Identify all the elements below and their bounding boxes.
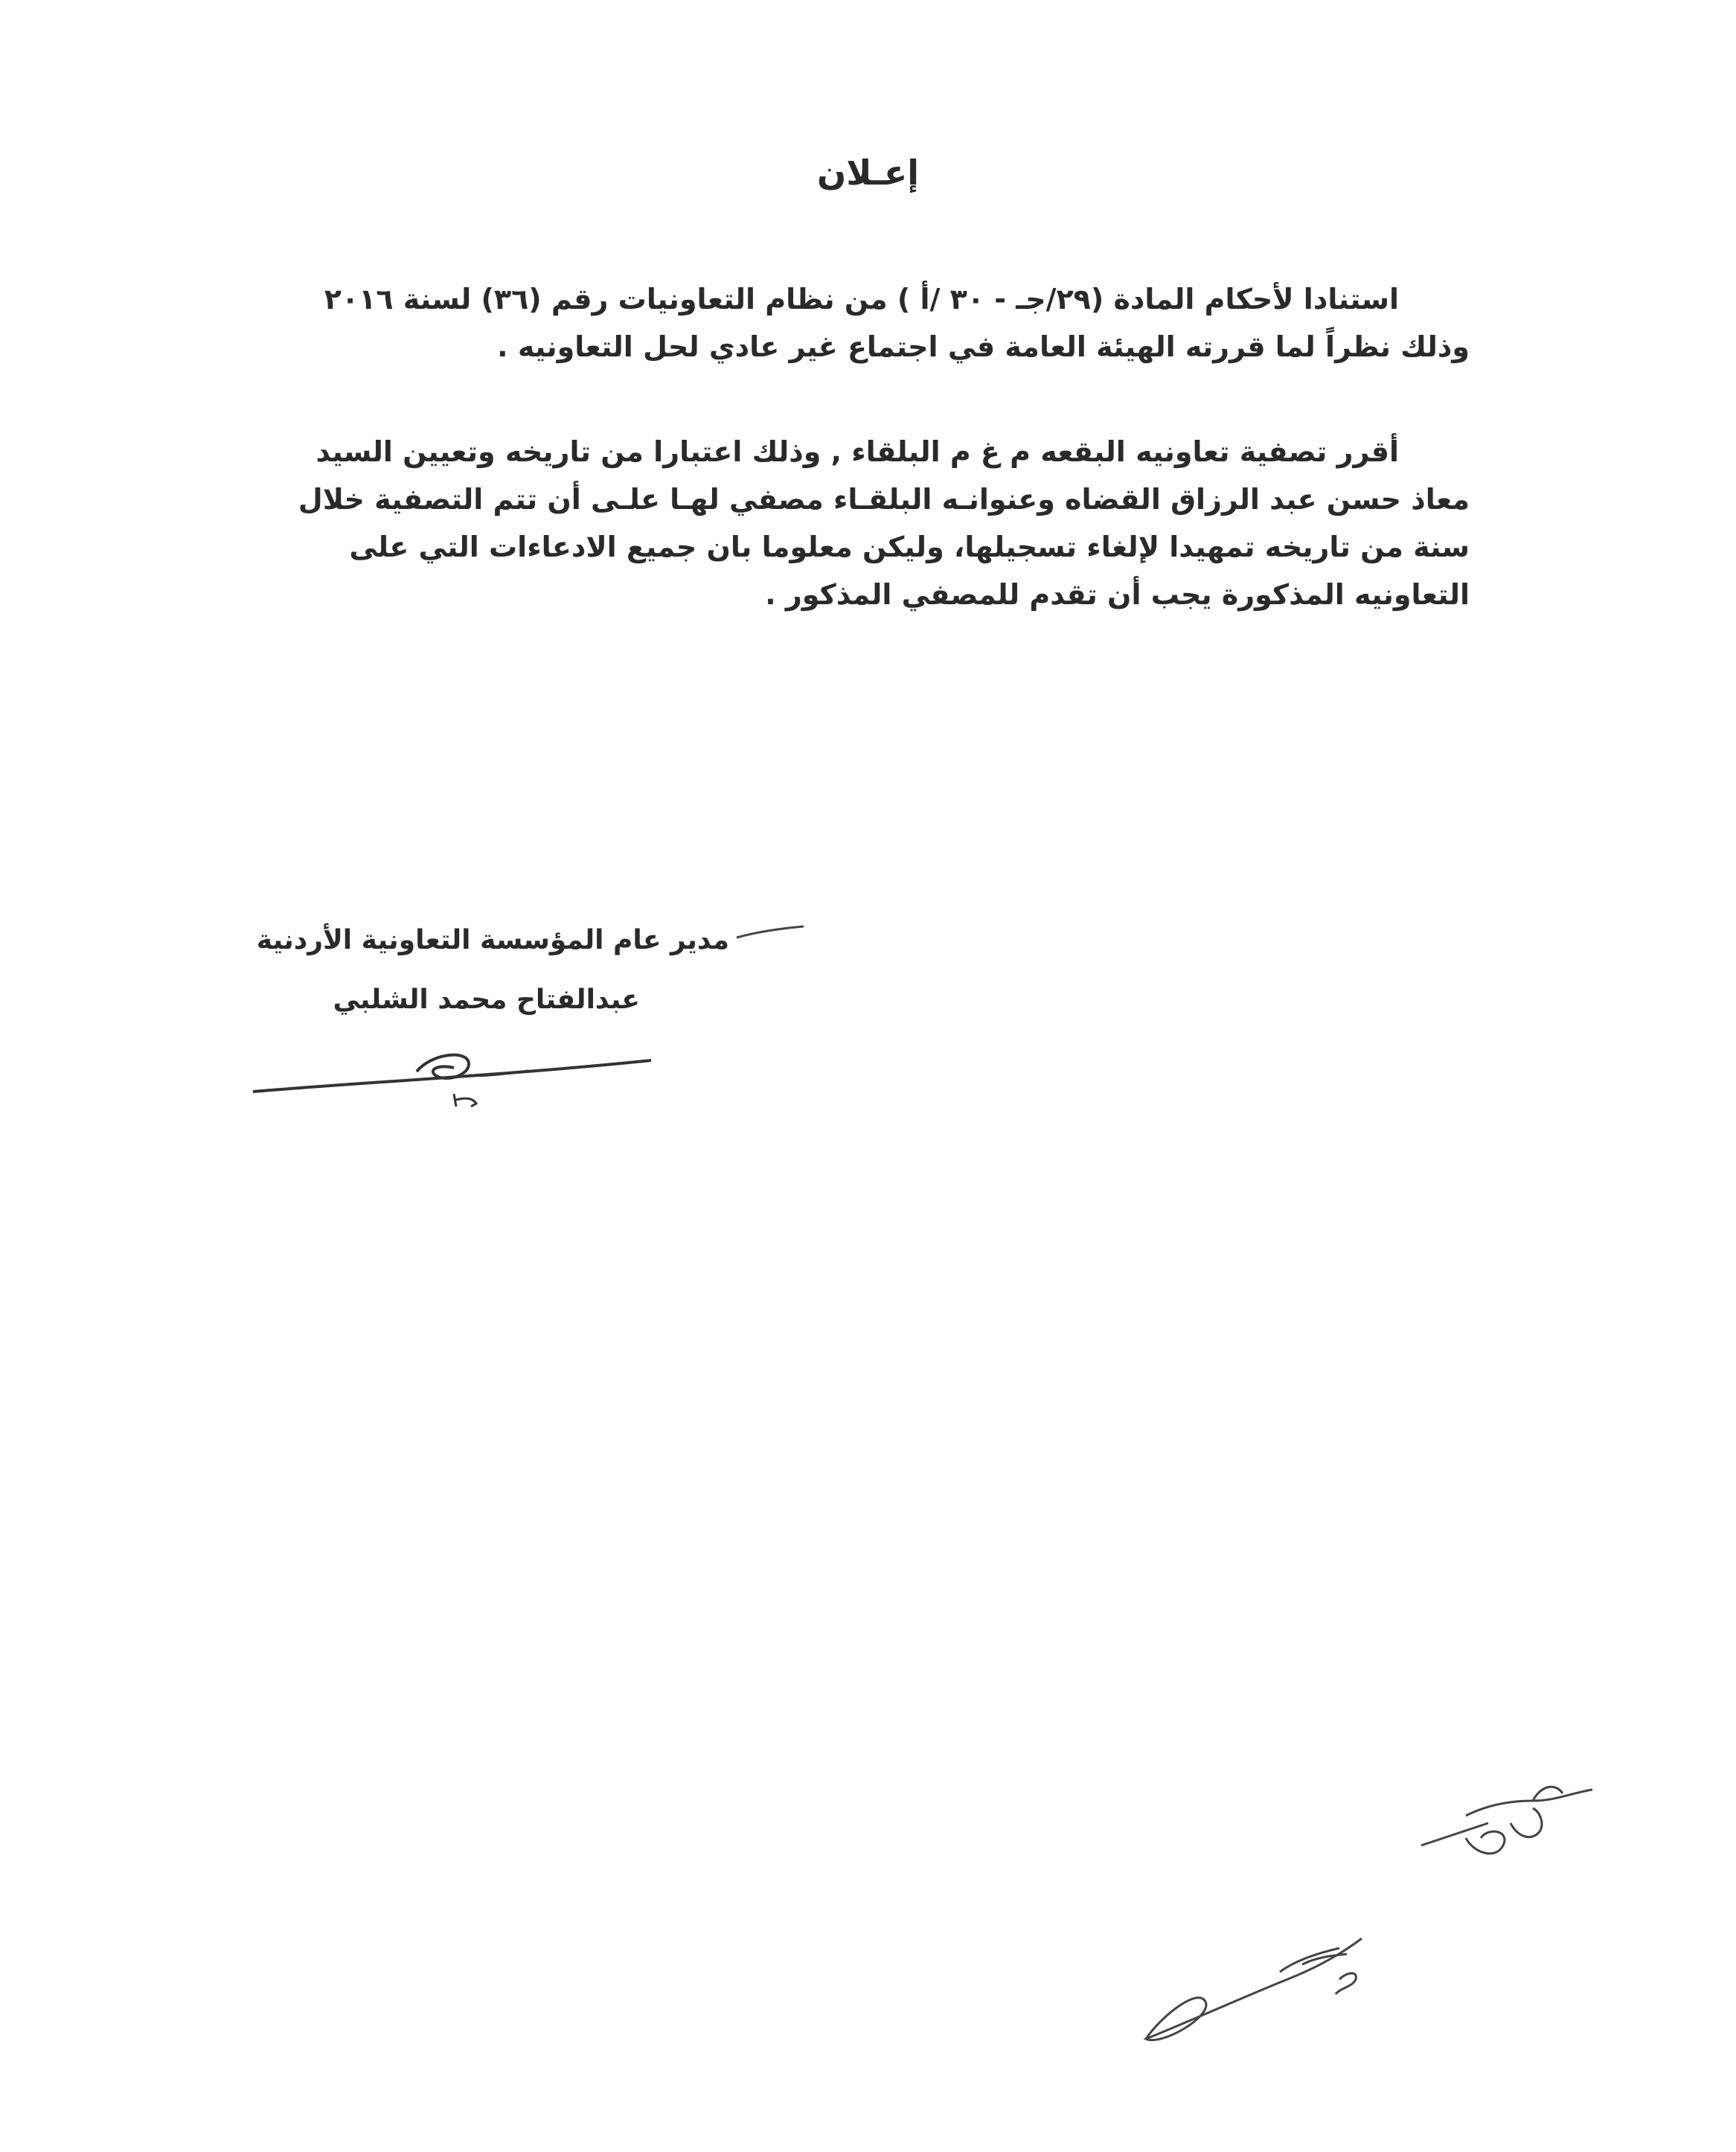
document-title: إعـلان [816, 153, 920, 193]
signatory-name: عبدالفتاح محمد الشلبي [333, 984, 640, 1015]
paragraph-1-line-1: استنادا لأحكام المادة (٢٩/جـ - ٣٠ /أ ) من نظام التعاونيات رقم (٣٦) لسنة ٢٠١٦ [324, 283, 1399, 316]
initials-signature [1116, 1771, 1607, 2069]
paragraph-2-line-3: سنة من تاريخه تمهيدا لإلغاء تسجيلها، وليكن معلوما بان جميع الادعاءات التي على [349, 531, 1470, 563]
paragraph-2 [257, 428, 1470, 618]
dash-mark [733, 923, 807, 945]
paragraph-2-line-4: التعاونيه المذكورة يجب أن تقدم للمصفي المذكور . [765, 578, 1470, 611]
paragraph-1-line-2: وذلك نظراً لما قررته الهيئة العامة في اجتماع غير عادي لحل التعاونيه . [497, 330, 1470, 363]
paragraph-1 [257, 275, 1470, 371]
signatory-position: مدير عام المؤسسة التعاونية الأردنية [256, 925, 729, 955]
handwritten-signature [246, 1023, 662, 1112]
paragraph-2-line-2: معاذ حسن عبد الرزاق القضاه وعنوانـه البلقـاء مصفي لهـا علـى أن تتم التصفية خلال [298, 483, 1470, 516]
paragraph-2-line-1: أقرر تصفية تعاونيه البقعه م غ م البلقاء , وذلك اعتبارا من تاريخه وتعيين السيد [316, 435, 1399, 468]
